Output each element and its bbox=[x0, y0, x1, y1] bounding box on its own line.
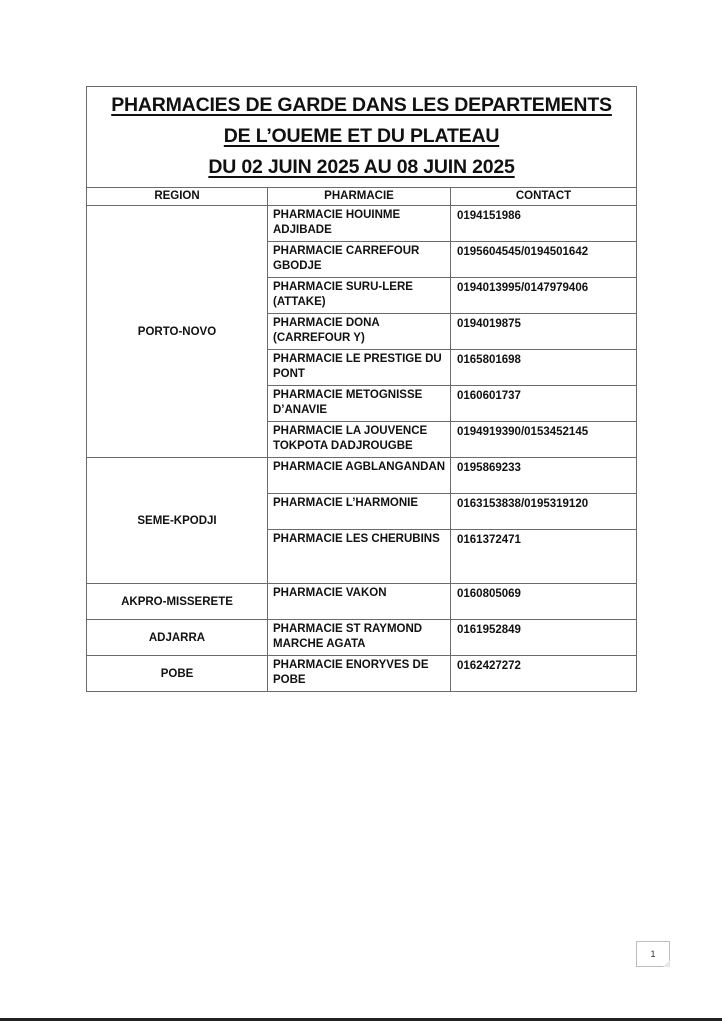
title-line-2: DE L’OUEME ET DU PLATEAU bbox=[223, 125, 500, 147]
region-cell: POBE bbox=[87, 656, 268, 692]
table-row bbox=[87, 620, 637, 656]
contact-cell: 0194019875 bbox=[451, 314, 637, 350]
pharmacy-cell: PHARMACIE DONA (CARREFOUR Y) bbox=[268, 314, 451, 350]
table-row bbox=[87, 584, 637, 620]
pharmacy-cell: PHARMACIE METOGNISSE D’ANAVIE bbox=[268, 386, 451, 422]
bottom-edge-line bbox=[0, 1018, 722, 1021]
contact-cell: 0162427272 bbox=[451, 656, 637, 692]
pharmacy-table bbox=[86, 86, 637, 692]
table-header-row bbox=[87, 188, 637, 206]
page-number: 1 bbox=[650, 949, 656, 959]
title-line-1: PHARMACIES DE GARDE DANS LES DEPARTEMENTS bbox=[111, 94, 612, 116]
region-cell: ADJARRA bbox=[87, 620, 268, 656]
contact-cell: 0195604545/0194501642 bbox=[451, 242, 637, 278]
table-row bbox=[87, 458, 637, 494]
column-header-contact: CONTACT bbox=[451, 188, 637, 206]
column-header-pharmacy: PHARMACIE bbox=[268, 188, 451, 206]
column-header-region: REGION bbox=[87, 188, 268, 206]
region-cell: AKPRO-MISSERETE bbox=[87, 584, 268, 620]
pharmacy-cell: PHARMACIE HOUINME ADJIBADE bbox=[268, 206, 451, 242]
pharmacy-cell: PHARMACIE LES CHERUBINS bbox=[268, 530, 451, 584]
table-body bbox=[87, 206, 637, 692]
table-row bbox=[87, 206, 637, 242]
contact-cell: 0165801698 bbox=[451, 350, 637, 386]
contact-cell: 0161372471 bbox=[451, 530, 637, 584]
pharmacy-cell: PHARMACIE ENORYVES DE POBE bbox=[268, 656, 451, 692]
contact-cell: 0194013995/0147979406 bbox=[451, 278, 637, 314]
page-number-box bbox=[636, 941, 670, 967]
pharmacy-cell: PHARMACIE LE PRESTIGE DU PONT bbox=[268, 350, 451, 386]
pharmacy-cell: PHARMACIE LA JOUVENCE TOKPOTA DADJROUGBE bbox=[268, 422, 451, 458]
pharmacy-cell: PHARMACIE SURU-LERE (ATTAKE) bbox=[268, 278, 451, 314]
contact-cell: 0161952849 bbox=[451, 620, 637, 656]
pharmacy-cell: PHARMACIE ST RAYMOND MARCHE AGATA bbox=[268, 620, 451, 656]
title-line-3: DU 02 JUIN 2025 AU 08 JUIN 2025 bbox=[208, 156, 515, 178]
table-row bbox=[87, 656, 637, 692]
contact-cell: 0163153838/0195319120 bbox=[451, 494, 637, 530]
contact-cell: 0160601737 bbox=[451, 386, 637, 422]
contact-cell: 0194919390/0153452145 bbox=[451, 422, 637, 458]
contact-cell: 0160805069 bbox=[451, 584, 637, 620]
region-cell: PORTO-NOVO bbox=[87, 206, 268, 458]
pharmacy-cell: PHARMACIE VAKON bbox=[268, 584, 451, 620]
document-title bbox=[87, 87, 637, 188]
contact-cell: 0195869233 bbox=[451, 458, 637, 494]
pharmacy-cell: PHARMACIE CARREFOUR GBODJE bbox=[268, 242, 451, 278]
pharmacy-cell: PHARMACIE L’HARMONIE bbox=[268, 494, 451, 530]
contact-cell: 0194151986 bbox=[451, 206, 637, 242]
region-cell: SEME-KPODJI bbox=[87, 458, 268, 584]
pharmacy-cell: PHARMACIE AGBLANGANDAN bbox=[268, 458, 451, 494]
